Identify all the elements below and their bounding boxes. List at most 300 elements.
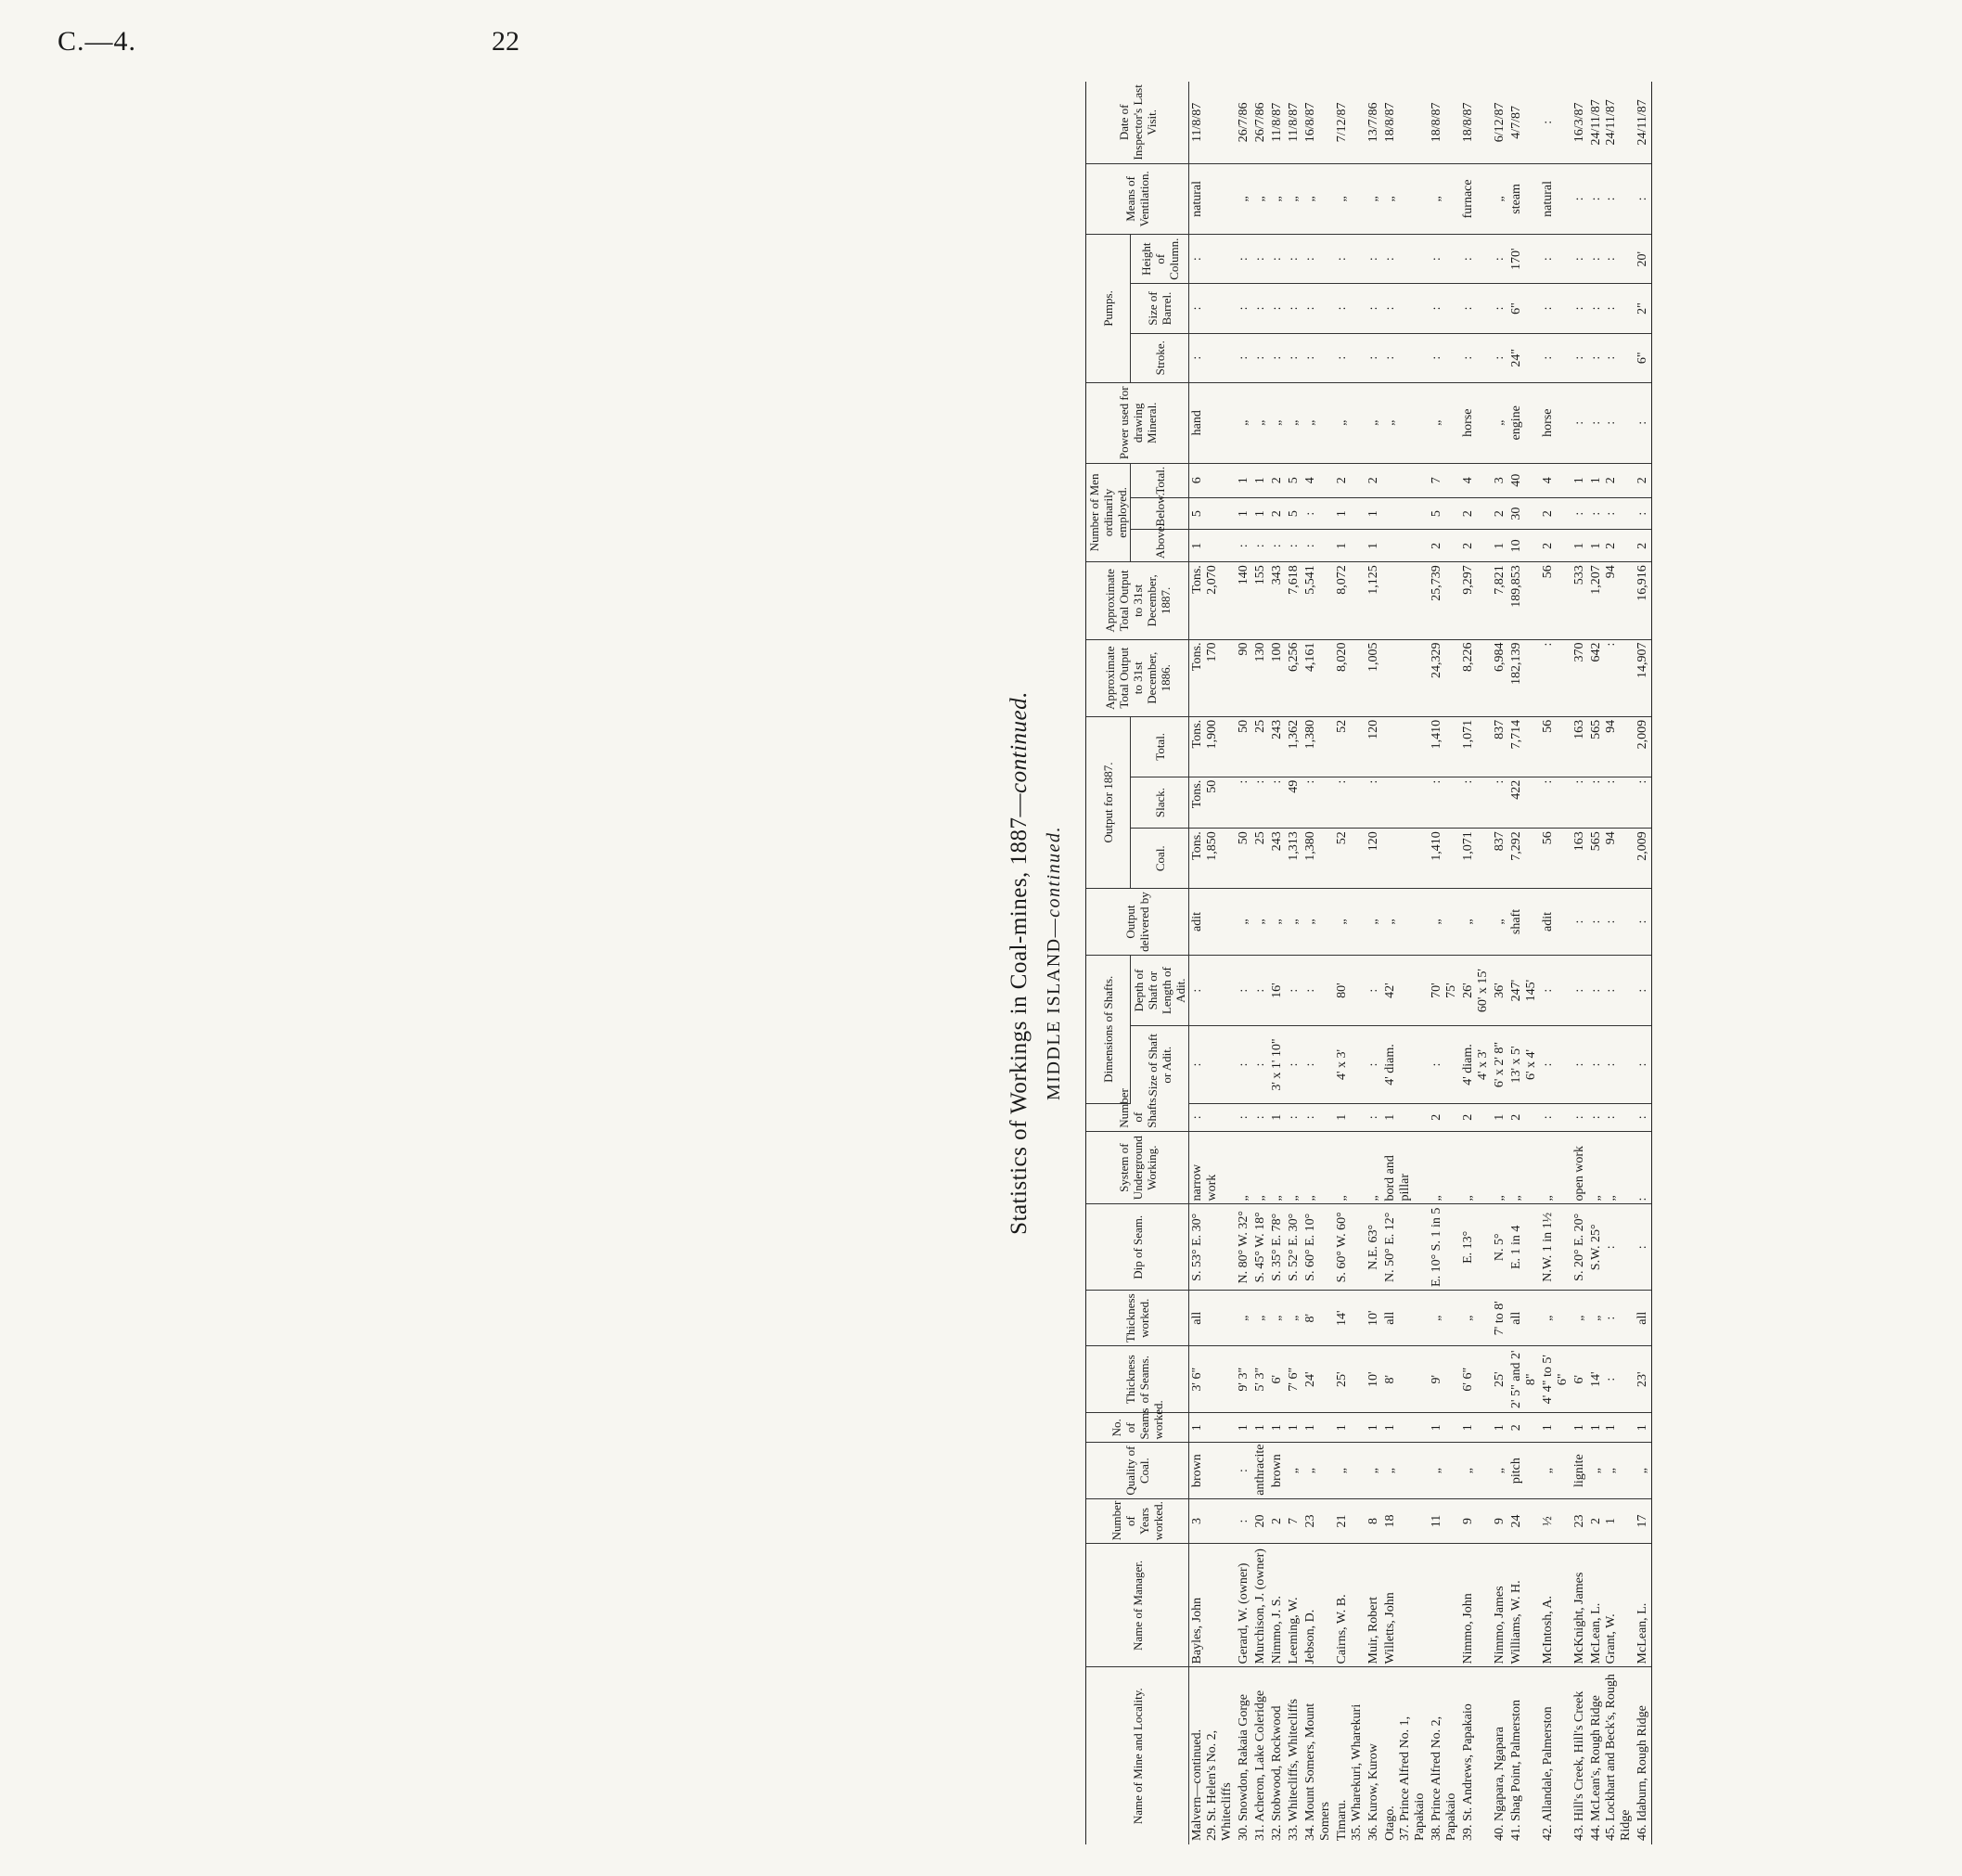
cell-dip: S. 52° E. 30° (1286, 1204, 1302, 1291)
cell-years: 23 (1302, 1498, 1334, 1544)
cell-total: 1,071 (1460, 716, 1492, 777)
cell-shafts: : (1540, 1103, 1571, 1131)
cell-seams: 1 (1252, 1413, 1269, 1443)
cell-worked: „ (1269, 1291, 1286, 1346)
cell-system: „ „ (1588, 1131, 1635, 1204)
cell-size: : : (1588, 1026, 1635, 1103)
cell-worked: 10' (1366, 1291, 1382, 1346)
cell-above: : (1236, 530, 1252, 562)
cell-above: 2 (1540, 530, 1571, 562)
cell-delivered: „ (1286, 889, 1302, 956)
cell-manager: McIntosh, A. (1540, 1544, 1571, 1667)
cell-thick: 3' 6" (1189, 1346, 1237, 1413)
cell-depth: 36' (1492, 955, 1508, 1025)
cell-visit: 13/7/86 (1366, 82, 1382, 163)
cell-below: 2 (1492, 497, 1508, 530)
cell-worked: 14' (1334, 1291, 1366, 1346)
cell-men: 4 (1460, 463, 1492, 497)
cell-dip: N. 5° (1492, 1204, 1508, 1291)
cell-seams: 1 (1189, 1413, 1237, 1443)
cell-stroke: : (1429, 333, 1460, 382)
cell-size: 4' diam. 4' x 3' (1460, 1026, 1492, 1103)
cell-depth: : (1571, 955, 1588, 1025)
table-row (1269, 82, 1286, 1844)
cell-slack: : : (1588, 777, 1635, 829)
cell-manager: Nimmo, James (1492, 1544, 1508, 1667)
cell-stroke: : (1286, 333, 1302, 382)
cell-thick: 10' (1366, 1346, 1382, 1413)
cell-coal: 1,313 (1286, 829, 1302, 889)
cell-stroke: : : (1588, 333, 1635, 382)
cell-column: : (1269, 235, 1286, 284)
coal-mines-table (1085, 82, 1652, 1844)
cell-shafts: : (1571, 1103, 1588, 1131)
cell-delivered: : (1571, 889, 1588, 956)
cell-worked: „ (1571, 1291, 1588, 1346)
cell-below: : (1302, 497, 1334, 530)
cell-quality: „ (1334, 1443, 1366, 1498)
cell-years: 24 (1508, 1498, 1540, 1544)
cell-coal: 7,292 (1508, 829, 1540, 889)
cell-dip: E. 1 in 4 (1508, 1204, 1540, 1291)
cell-stroke: : (1252, 333, 1269, 382)
cell-years: 3 (1189, 1498, 1237, 1544)
table-row (1334, 82, 1366, 1844)
cell-slack: : (1429, 777, 1460, 829)
cell-depth: : (1189, 955, 1237, 1025)
cell-size: : (1236, 1026, 1252, 1103)
cell-below: 1 (1334, 497, 1366, 530)
cell-years: 18 (1382, 1498, 1429, 1544)
cell-coal: 50 (1236, 829, 1252, 889)
cell-system: „ (1366, 1131, 1382, 1204)
cell-vent: : (1635, 163, 1652, 234)
cell-manager: Williams, W. H. (1508, 1544, 1540, 1667)
cell-worked: „ (1429, 1291, 1460, 1346)
cell-shafts: 1 (1269, 1103, 1286, 1131)
hdr-approx-1886: Approximate Total Output to 31st December, 1886. (1086, 639, 1189, 716)
cell-barrel: : (1269, 284, 1286, 333)
cell-o1886: 130 (1252, 639, 1269, 716)
cell-men (1382, 463, 1429, 497)
cell-vent: „ (1302, 163, 1334, 234)
cell-depth: : (1252, 955, 1269, 1025)
cell-vent: „ (1286, 163, 1302, 234)
cell-barrel: : (1460, 284, 1492, 333)
cell-o1887: 1,125 (1366, 562, 1382, 639)
cell-power: engine (1508, 382, 1540, 463)
cell-stroke: : (1366, 333, 1382, 382)
cell-above: 2 (1429, 530, 1460, 562)
cell-total: 1,410 (1429, 716, 1460, 777)
cell-below: 5 (1429, 497, 1460, 530)
cell-dip: S. 45° W. 18° (1252, 1204, 1269, 1291)
cell-manager: Muir, Robert (1366, 1544, 1382, 1667)
cell-vent: „ (1366, 163, 1382, 234)
cell-manager: Bayles, John (1189, 1544, 1237, 1667)
cell-below: 30 (1508, 497, 1540, 530)
cell-thick: 14' : (1588, 1346, 1635, 1413)
cell-thick: 24' (1302, 1346, 1334, 1413)
cell-depth: 70' 75' (1429, 955, 1460, 1025)
cell-seams: 1 1 (1588, 1413, 1635, 1443)
cell-delivered: „ (1269, 889, 1286, 956)
cell-years: 23 (1571, 1498, 1588, 1544)
cell-dip: S. 53° E. 30° (1189, 1204, 1237, 1291)
cell-depth: : (1286, 955, 1302, 1025)
cell-power: horse (1460, 382, 1492, 463)
cell-visit: 26/7/86 (1236, 82, 1252, 163)
cell-quality: „ (1366, 1443, 1382, 1498)
cell-quality: pitch (1508, 1443, 1540, 1498)
hdr-inspector: Date of Inspector's Last Visit. (1086, 82, 1189, 163)
cell-slack: 49 (1286, 777, 1302, 829)
cell-manager: Nimmo, John (1460, 1544, 1492, 1667)
table-row (1302, 82, 1334, 1844)
cell-system: „ (1540, 1131, 1571, 1204)
cell-worked: all (1508, 1291, 1540, 1346)
cell-manager (1429, 1544, 1460, 1667)
cell-system: bord and pillar (1382, 1131, 1429, 1204)
cell-total: 56 (1540, 716, 1571, 777)
cell-quality: „ (1460, 1443, 1492, 1498)
cell-coal: 56 (1540, 829, 1571, 889)
cell-manager: Gerard, W. (owner) (1236, 1544, 1252, 1667)
cell-system: „ (1269, 1131, 1286, 1204)
cell-o1886: 8,226 (1460, 639, 1492, 716)
cell-depth: 247' 145' (1508, 955, 1540, 1025)
cell-worked: all (1382, 1291, 1429, 1346)
cell-manager: Leeming, W. (1286, 1544, 1302, 1667)
cell-below: 1 (1366, 497, 1382, 530)
cell-mine: 40. Ngapara, Ngapara (1493, 1727, 1507, 1841)
cell-men: 2 (1366, 463, 1382, 497)
cell-manager: Jebson, D. (1302, 1544, 1334, 1667)
hdr-approx-1887: Approximate Total Output to 31st December, 1887. (1086, 562, 1189, 639)
cell-above: : (1252, 530, 1269, 562)
cell-quality: „ (1540, 1443, 1571, 1498)
cell-coal: Tons. 1,850 (1189, 829, 1237, 889)
page-number: 22 (492, 26, 519, 57)
cell-system: „ (1429, 1131, 1460, 1204)
cell-years: ½ (1540, 1498, 1571, 1544)
cell-o1886: 24,329 (1429, 639, 1460, 716)
cell-mine: 46. Idaburn, Rough Ridge (1635, 1667, 1652, 1844)
cell-men: 5 (1286, 463, 1302, 497)
cell-visit: 6/12/87 (1492, 82, 1508, 163)
cell-mine: 41. Shag Point, Palmerston (1509, 1699, 1523, 1841)
cell-vent: furnace (1460, 163, 1492, 234)
table-row (1460, 82, 1492, 1844)
cell-size: : (1189, 1026, 1237, 1103)
cell-depth: 42' (1382, 955, 1429, 1025)
cell-size: : (1635, 1026, 1652, 1103)
cell-below (1382, 497, 1429, 530)
table-row (1366, 82, 1382, 1844)
cell-thick: 7' 6" (1286, 1346, 1302, 1413)
cell-total: 50 (1236, 716, 1252, 777)
cell-column: : (1571, 235, 1588, 284)
cell-shafts: 2 (1460, 1103, 1492, 1131)
cell-mine: 44. McLean's, Rough Ridge 45. Lockhart and Beck's, Rough Ridge (1589, 1674, 1633, 1841)
cell-power: „ (1492, 382, 1508, 463)
cell-barrel: : (1366, 284, 1382, 333)
cell-thick: 5' 3" (1252, 1346, 1269, 1413)
cell-dip: N.W. 1 in 1½ (1540, 1204, 1571, 1291)
cell-quality: „ (1429, 1443, 1460, 1498)
cell-coal: 120 (1366, 829, 1382, 889)
cell-visit: 16/3/87 (1571, 82, 1588, 163)
cell-worked: „ (1286, 1291, 1302, 1346)
cell-o1886 (1382, 639, 1429, 716)
cell-delivered: „ (1460, 889, 1492, 956)
cell-dip: S.W. 25° : (1588, 1204, 1635, 1291)
cell-coal: 2,009 (1635, 829, 1652, 889)
cell-power: „ (1366, 382, 1382, 463)
cell-mine: 31. Acheron, Lake Coleridge (1253, 1690, 1267, 1841)
cell-below: 2 (1460, 497, 1492, 530)
hdr-shafts-no: Number of Shafts. (1086, 1103, 1189, 1131)
cell-o1886: 90 (1236, 639, 1252, 716)
cell-depth: : (1366, 955, 1382, 1025)
cell-thick: 8' (1382, 1346, 1429, 1413)
cell-barrel: : (1286, 284, 1302, 333)
cell-column: : (1540, 235, 1571, 284)
cell-dip: E. 13° (1460, 1204, 1492, 1291)
cell-years: : (1236, 1498, 1252, 1544)
cell-thick: 23' (1635, 1346, 1652, 1413)
cell-quality: „ (1286, 1443, 1302, 1498)
cell-o1886: 370 (1571, 639, 1588, 716)
cell-shafts: : (1286, 1103, 1302, 1131)
cell-column: : (1334, 235, 1366, 284)
table-row (1588, 82, 1635, 1844)
cell-depth: : (1540, 955, 1571, 1025)
cell-visit: : (1540, 82, 1571, 163)
cell-barrel: : (1189, 284, 1237, 333)
cell-visit: 24/11/87 (1635, 82, 1652, 163)
cell-manager: McLean, L. Grant, W. (1588, 1544, 1635, 1667)
cell-men: 6 (1189, 463, 1237, 497)
cell-manager: Willetts, John (1382, 1544, 1429, 1667)
cell-slack: : (1334, 777, 1366, 829)
cell-below: 2 (1269, 497, 1286, 530)
cell-quality: „ (1492, 1443, 1508, 1498)
table-row (1236, 82, 1252, 1844)
cell-o1886: 14,907 (1635, 639, 1652, 716)
cell-shafts: 1 (1382, 1103, 1429, 1131)
cell-worked: „ : (1588, 1291, 1635, 1346)
hdr-column: Height of Column. (1131, 235, 1189, 284)
hdr-above: Above. (1131, 530, 1189, 562)
cell-seams: 1 (1571, 1413, 1588, 1443)
cell-coal: 1,071 (1460, 829, 1492, 889)
cell-column: : (1286, 235, 1302, 284)
cell-thick: 9' (1429, 1346, 1460, 1413)
cell-total: 52 (1334, 716, 1366, 777)
cell-column: : (1492, 235, 1508, 284)
hdr-seams-thick: Thickness of Seams. (1086, 1346, 1189, 1413)
table-row (1635, 82, 1652, 1844)
hdr-men-total: Total. (1131, 463, 1189, 497)
cell-size: : (1252, 1026, 1269, 1103)
cell-stroke: : (1236, 333, 1252, 382)
cell-delivered: adit (1540, 889, 1571, 956)
cell-delivered: „ (1252, 889, 1269, 956)
page-ref: C.—4. (58, 26, 137, 57)
cell-coal (1382, 829, 1429, 889)
cell-seams: 1 (1366, 1413, 1382, 1443)
cell-visit: 18/8/87 (1382, 82, 1429, 163)
cell-total: 163 (1571, 716, 1588, 777)
cell-depth: 16' (1269, 955, 1286, 1025)
cell-barrel: : (1334, 284, 1366, 333)
table-body (1189, 82, 1652, 1844)
cell-power: „ (1334, 382, 1366, 463)
cell-above: 1 (1492, 530, 1508, 562)
cell-o1887: 56 (1540, 562, 1571, 639)
cell-shafts: : : (1588, 1103, 1635, 1131)
hdr-power: Power used for drawing Mineral. (1086, 382, 1189, 463)
cell-vent: steam (1508, 163, 1540, 234)
cell-power: „ (1269, 382, 1286, 463)
hdr-coal: Coal. (1131, 829, 1189, 889)
cell-delivered: : (1635, 889, 1652, 956)
cell-dip: S. 20° E. 20° (1571, 1204, 1588, 1291)
cell-slack: : (1460, 777, 1492, 829)
cell-mine: Timaru. 35. Wharekuri, Wharekuri (1335, 1703, 1364, 1841)
cell-size: : (1366, 1026, 1382, 1103)
cell-barrel: : (1571, 284, 1588, 333)
cell-total: 120 (1366, 716, 1382, 777)
cell-delivered: „ (1382, 889, 1429, 956)
cell-delivered: „ (1302, 889, 1334, 956)
cell-coal: 1,410 (1429, 829, 1460, 889)
cell-above: 1 (1571, 530, 1588, 562)
cell-years: 7 (1286, 1498, 1302, 1544)
cell-dip: N.E. 63° (1366, 1204, 1382, 1291)
cell-men: 1 (1236, 463, 1252, 497)
cell-system: „ (1334, 1131, 1366, 1204)
cell-mine: 32. Stobwood, Rockwood (1270, 1705, 1284, 1841)
cell-shafts: 2 (1429, 1103, 1460, 1131)
cell-column: : (1429, 235, 1460, 284)
cell-stroke: : (1382, 333, 1429, 382)
cell-quality: brown (1269, 1443, 1286, 1498)
cell-above: : (1302, 530, 1334, 562)
cell-barrel: 2" (1635, 284, 1652, 333)
cell-mine: Malvern—continued. 29. St. Helen's No. 2, Whitecliffs (1190, 1728, 1234, 1841)
cell-coal: 243 (1269, 829, 1286, 889)
cell-men: 2 (1334, 463, 1366, 497)
cell-barrel: : (1252, 284, 1269, 333)
cell-o1886: 100 (1269, 639, 1286, 716)
cell-o1886: 182,139 (1508, 639, 1540, 716)
cell-shafts: : (1252, 1103, 1269, 1131)
cell-vent: : : (1588, 163, 1635, 234)
cell-system: „ (1236, 1131, 1252, 1204)
cell-quality: anthracite (1252, 1443, 1269, 1498)
cell-seams: 1 (1334, 1413, 1366, 1443)
cell-slack: Tons. 50 (1189, 777, 1237, 829)
cell-mine: 33. Whitecliffs, Whitecliffs (1287, 1699, 1301, 1841)
table-row (1429, 82, 1460, 1844)
cell-total: 1,362 (1286, 716, 1302, 777)
cell-seams: 1 (1269, 1413, 1286, 1443)
cell-o1886: 8,020 (1334, 639, 1366, 716)
cell-men: 3 (1492, 463, 1508, 497)
cell-stroke: : (1492, 333, 1508, 382)
cell-visit: 18/8/87 (1460, 82, 1492, 163)
cell-seams: 1 (1492, 1413, 1508, 1443)
cell-years: 9 (1460, 1498, 1492, 1544)
cell-years: 8 (1366, 1498, 1382, 1544)
cell-total: 1,380 (1302, 716, 1334, 777)
cell-men: 4 (1540, 463, 1571, 497)
cell-size: 4' x 3' (1334, 1026, 1366, 1103)
cell-dip: N. 80° W. 32° (1236, 1204, 1252, 1291)
cell-mine: 34. Mount Somers, Mount Somers (1303, 1703, 1332, 1841)
cell-vent: „ (1382, 163, 1429, 234)
cell-manager: Murchison, J. (owner) (1252, 1544, 1269, 1667)
hdr-pumps: Pumps. (1086, 235, 1131, 383)
cell-years: 17 (1635, 1498, 1652, 1544)
table-row (1252, 82, 1269, 1844)
cell-seams: 1 (1382, 1413, 1429, 1443)
cell-manager: Nimmo, J. S. (1269, 1544, 1286, 1667)
cell-size: 13' x 5' 6' x 4' (1508, 1026, 1540, 1103)
cell-visit: 4/7/87 (1508, 82, 1540, 163)
hdr-years: Number of Years worked. (1086, 1498, 1189, 1544)
cell-total: 2,009 (1635, 716, 1652, 777)
cell-dip: S. 60° W. 60° (1334, 1204, 1366, 1291)
cell-slack: 422 (1508, 777, 1540, 829)
cell-o1886: 642 : (1588, 639, 1635, 716)
cell-vent: „ (1492, 163, 1508, 234)
cell-visit: 11/8/87 (1286, 82, 1302, 163)
cell-delivered: adit (1189, 889, 1237, 956)
cell-column: 20' (1635, 235, 1652, 284)
cell-stroke: : (1460, 333, 1492, 382)
cell-worked: 7' to 8' (1492, 1291, 1508, 1346)
cell-seams: 1 (1460, 1413, 1492, 1443)
hdr-dip: Dip of Seam. (1086, 1204, 1189, 1291)
cell-system: open work (1571, 1131, 1588, 1204)
cell-visit: 24/11/87 24/11/87 (1588, 82, 1635, 163)
cell-thick: 6' 6" (1460, 1346, 1492, 1413)
cell-barrel: : : (1588, 284, 1635, 333)
cell-men: 1 2 (1588, 463, 1635, 497)
cell-above: 1 (1366, 530, 1382, 562)
cell-o1887 (1382, 562, 1429, 639)
cell-o1886: Tons. 170 (1189, 639, 1237, 716)
hdr-quality: Quality of Coal. (1086, 1443, 1189, 1498)
cell-coal: 52 (1334, 829, 1366, 889)
cell-worked: 8' (1302, 1291, 1334, 1346)
cell-size: 4' diam. (1382, 1026, 1429, 1103)
cell-stroke: : (1571, 333, 1588, 382)
cell-shafts: 1 (1492, 1103, 1508, 1131)
cell-dip: S. 60° E. 10° (1302, 1204, 1334, 1291)
cell-quality: „ (1382, 1443, 1429, 1498)
cell-o1886: 6,984 (1492, 639, 1508, 716)
cell-slack: : (1269, 777, 1286, 829)
cell-stroke: : (1302, 333, 1334, 382)
cell-mine: Otago. 37. Prince Alfred No. 1, Papakaio (1383, 1715, 1427, 1841)
cell-above (1382, 530, 1429, 562)
cell-total: Tons. 1,900 (1189, 716, 1237, 777)
cell-power: : : (1588, 382, 1635, 463)
